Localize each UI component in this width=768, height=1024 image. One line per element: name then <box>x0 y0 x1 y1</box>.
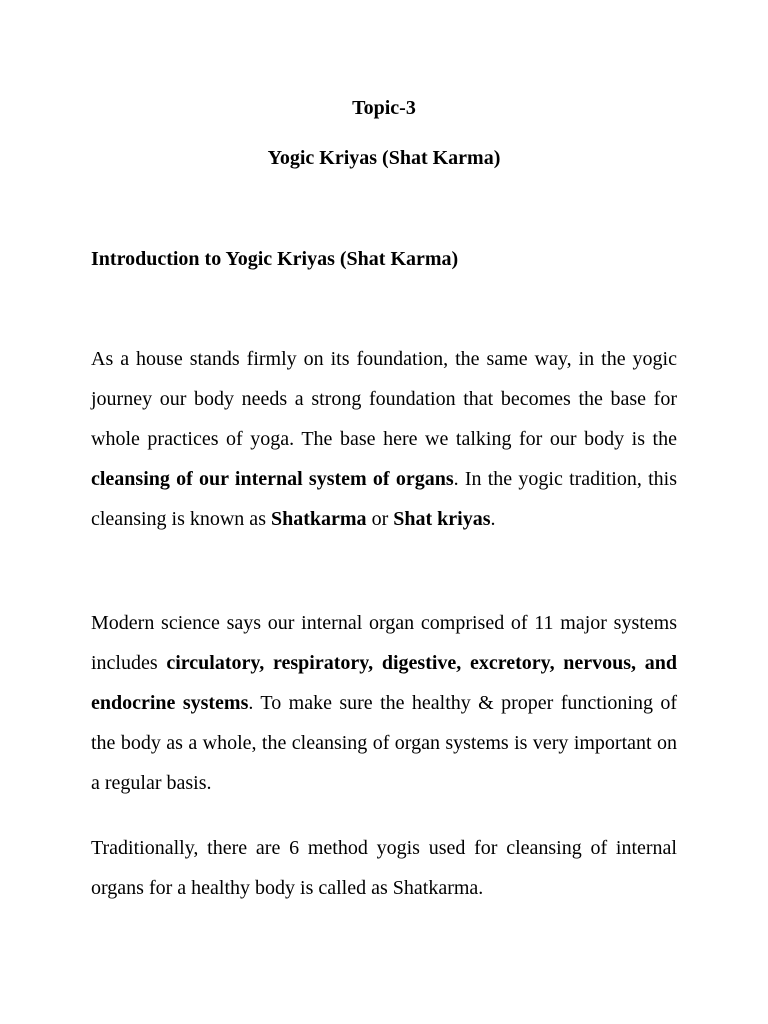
paragraph-modern-science <box>91 603 677 803</box>
paragraph-text: Modern science says our internal organ comprised of 11 major systems includes <box>91 612 677 674</box>
paragraph-text: . In the yogic tradition, this cleansing is known as <box>91 468 677 530</box>
section-heading: Introduction to Yogic Kriyas (Shat Karma) <box>91 248 459 270</box>
bold-phrase: circulatory, respiratory, digestive, excretory, nervous, and endocrine systems <box>91 652 677 714</box>
bold-term: Shatkarma <box>270 508 367 530</box>
topic-label: Topic-3 <box>352 97 416 119</box>
paragraph-text: . To make sure the healthy & proper functioning of the body as a whole, the cleansing of organ systems is very important on a regular basis. <box>91 692 678 794</box>
bold-phrase: cleansing of our internal system of organs <box>91 468 454 490</box>
paragraph-intro <box>91 339 677 539</box>
paragraph-text: As a house stands firmly on its foundation, the same way, in the yogic journey our body needs a strong foundation that becomes the base for whole practices of yoga. The base here we talking for our body is the <box>91 348 677 450</box>
bold-term: Shat kriyas <box>393 508 491 530</box>
paragraph-text: . <box>490 508 496 530</box>
document-title: Yogic Kriyas (Shat Karma) <box>267 147 501 169</box>
paragraph-traditional <box>91 828 677 908</box>
paragraph-text: Traditionally, there are 6 method yogis used for cleansing of internal organs for a healthy body is called as Shatkarma. <box>91 837 677 899</box>
paragraph-text: or <box>366 508 394 530</box>
